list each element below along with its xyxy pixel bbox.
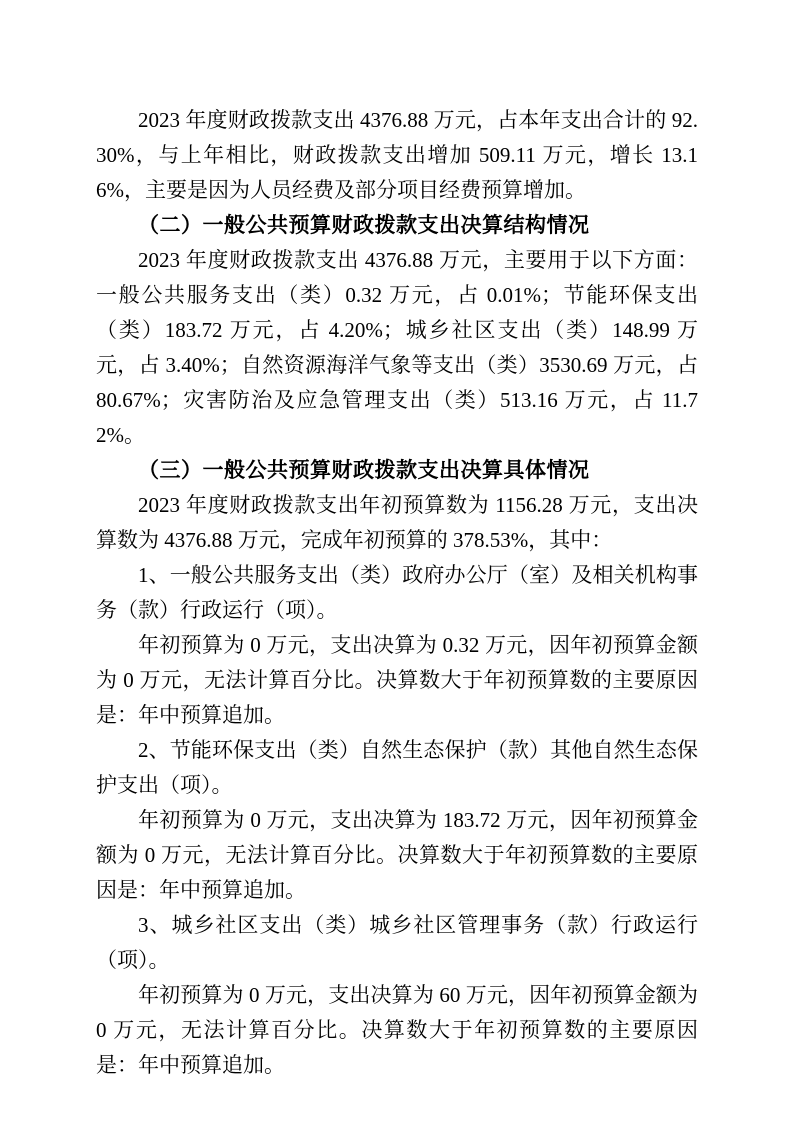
- paragraph-item-3-detail: 年初预算为 0 万元，支出决算为 60 万元，因年初预算金额为 0 万元，无法计算百分比。决算数大于年初预算数的主要原因是：年中预算追加。: [96, 983, 698, 1077]
- paragraph-item-2-title: 2、节能环保支出（类）自然生态保护（款）其他自然生态保护支出（项）。: [96, 738, 698, 797]
- paragraph-item-2-detail: 年初预算为 0 万元，支出决算为 183.72 万元，因年初预算金额为 0 万元，无法计算百分比。决算数大于年初预算数的主要原因是：年中预算追加。: [96, 808, 698, 902]
- paragraph-expenditure-structure-detail: 2023 年度财政拨款支出 4376.88 万元，主要用于以下方面：一般公共服务支出（类）0.32 万元，占 0.01%；节能环保支出（类）183.72 万元，占 4.20%；城乡社区支出（类）148.99 万元，占 3.40%；自然资源海洋气象等支出（类）3530.69 万元，占 80.67%；灾害防治及应急管理支出（类）513.16 万元，占 11.72%。: [96, 248, 698, 447]
- paragraph-annual-expenditure-summary: 2023 年度财政拨款支出 4376.88 万元，占本年支出合计的 92.30%，与上年相比，财政拨款支出增加 509.11 万元，增长 13.16%，主要是因为人员经费及部分项目经费预算增加。: [96, 108, 698, 202]
- paragraph-item-3-title: 3、城乡社区支出（类）城乡社区管理事务（款）行政运行（项）。: [96, 913, 698, 972]
- paragraph-item-1-detail: 年初预算为 0 万元，支出决算为 0.32 万元，因年初预算金额为 0 万元，无法计算百分比。决算数大于年初预算数的主要原因是：年中预算追加。: [96, 633, 698, 727]
- section-heading-expenditure-specifics: （三）一般公共预算财政拨款支出决算具体情况: [138, 459, 590, 482]
- section-heading-expenditure-structure: （二）一般公共预算财政拨款支出决算结构情况: [138, 214, 590, 237]
- paragraph-budget-vs-final-summary: 2023 年度财政拨款支出年初预算数为 1156.28 万元，支出决算数为 4376.88 万元，完成年初预算的 378.53%，其中：: [96, 493, 698, 552]
- paragraph-item-1-title: 1、一般公共服务支出（类）政府办公厅（室）及相关机构事务（款）行政运行（项）。: [96, 563, 698, 622]
